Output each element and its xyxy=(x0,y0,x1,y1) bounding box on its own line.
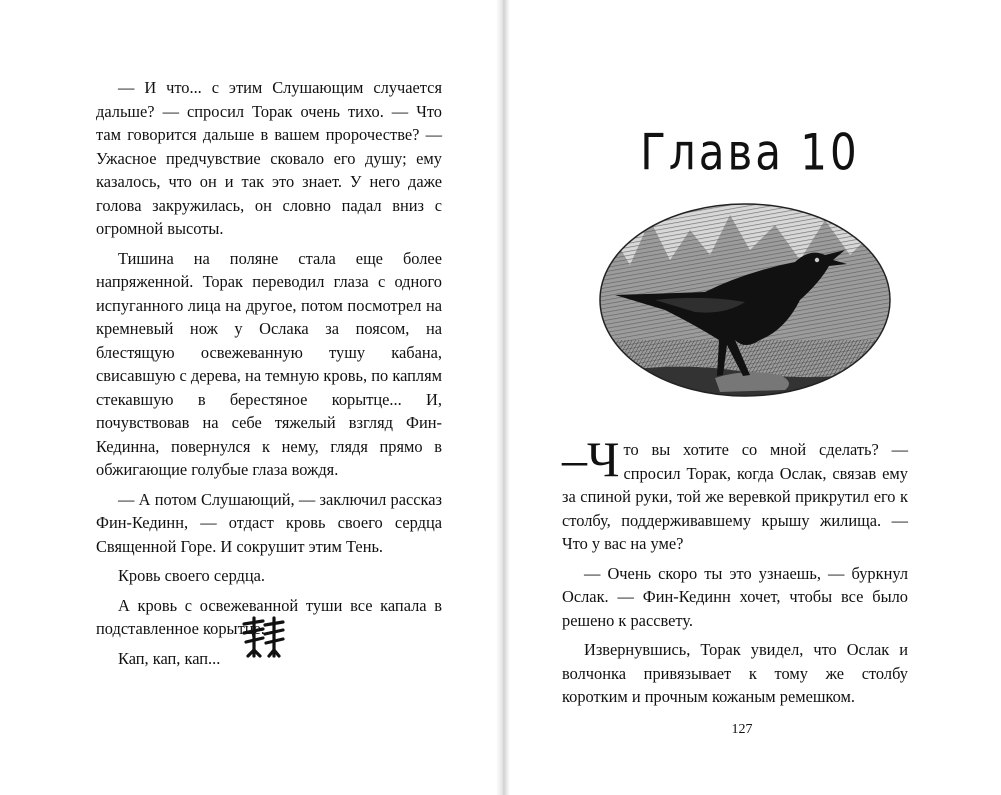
paragraph: А кровь с освежеванной туши все капала в подставленное корытце. xyxy=(96,595,442,638)
paragraph: — И что... с этим Слушающим случается дальше? — спросил Торак очень тихо. — Что там говорится дальше в вашем пророчестве? — Ужасное предчувствие сковало его душу; ему казалось, что он и так это знает. У него даже голова закружилась, он словно падал вниз с огромной высоты. xyxy=(96,78,442,238)
left-page-text xyxy=(96,76,442,670)
paragraph: Кровь своего сердца. xyxy=(118,566,266,585)
paragraph-text: то вы хотите со мной сделать? — спросил Торак, когда Ослак, связав ему за спиной руки, той же веревкой прикрутил его к столбу, поддерживавшему крышу жилища. — Что у вас на уме? xyxy=(562,440,908,553)
paragraph: Кап, кап, кап... xyxy=(118,648,221,668)
page-number: 127 xyxy=(731,722,753,737)
chapter-title: Глава 10 xyxy=(640,123,860,182)
book-gutter xyxy=(496,0,510,795)
rune-ornament-icon xyxy=(236,612,288,664)
paragraph: — Очень скоро ты это узнаешь, — буркнул Ослак. — Фин-Кединн хочет, чтобы все было решено к рассвету. xyxy=(562,563,908,630)
right-page-text xyxy=(562,431,908,709)
paragraph: — А потом Слушающий, — заключил рассказ Фин-Кединн, — отдаст кровь своего сердца Священной Горе. И сокрушит этим Тень. xyxy=(96,489,442,556)
dropcap-letter: Ч xyxy=(587,431,620,487)
paragraph: Извернувшись, Торак увидел, что Ослак и волчонка привязывает к тому же столбу коротким и прочным кожаным ремешком. xyxy=(562,640,908,706)
chapter-opening-paragraph xyxy=(562,431,908,556)
paragraph: Тишина на поляне стала еще более напряженной. Торак переводил глаза с одного испуганного лица на другое, потом посмотрел на кремневый нож у Ослака за поясом, на блестящую освежеванную тушу кабана, свисавшую с дерева, на темную кровь, по каплям стекавшую в берестяное корытце... И, почувствовав на себе тяжелый взгляд Фин-Кединна, повернулся к нему, глядя прямо в обжигающие голубые глаза вождя. xyxy=(96,248,442,479)
dropcap-dash: – xyxy=(562,431,587,487)
raven-icon xyxy=(595,200,895,400)
dropcap xyxy=(562,431,620,487)
